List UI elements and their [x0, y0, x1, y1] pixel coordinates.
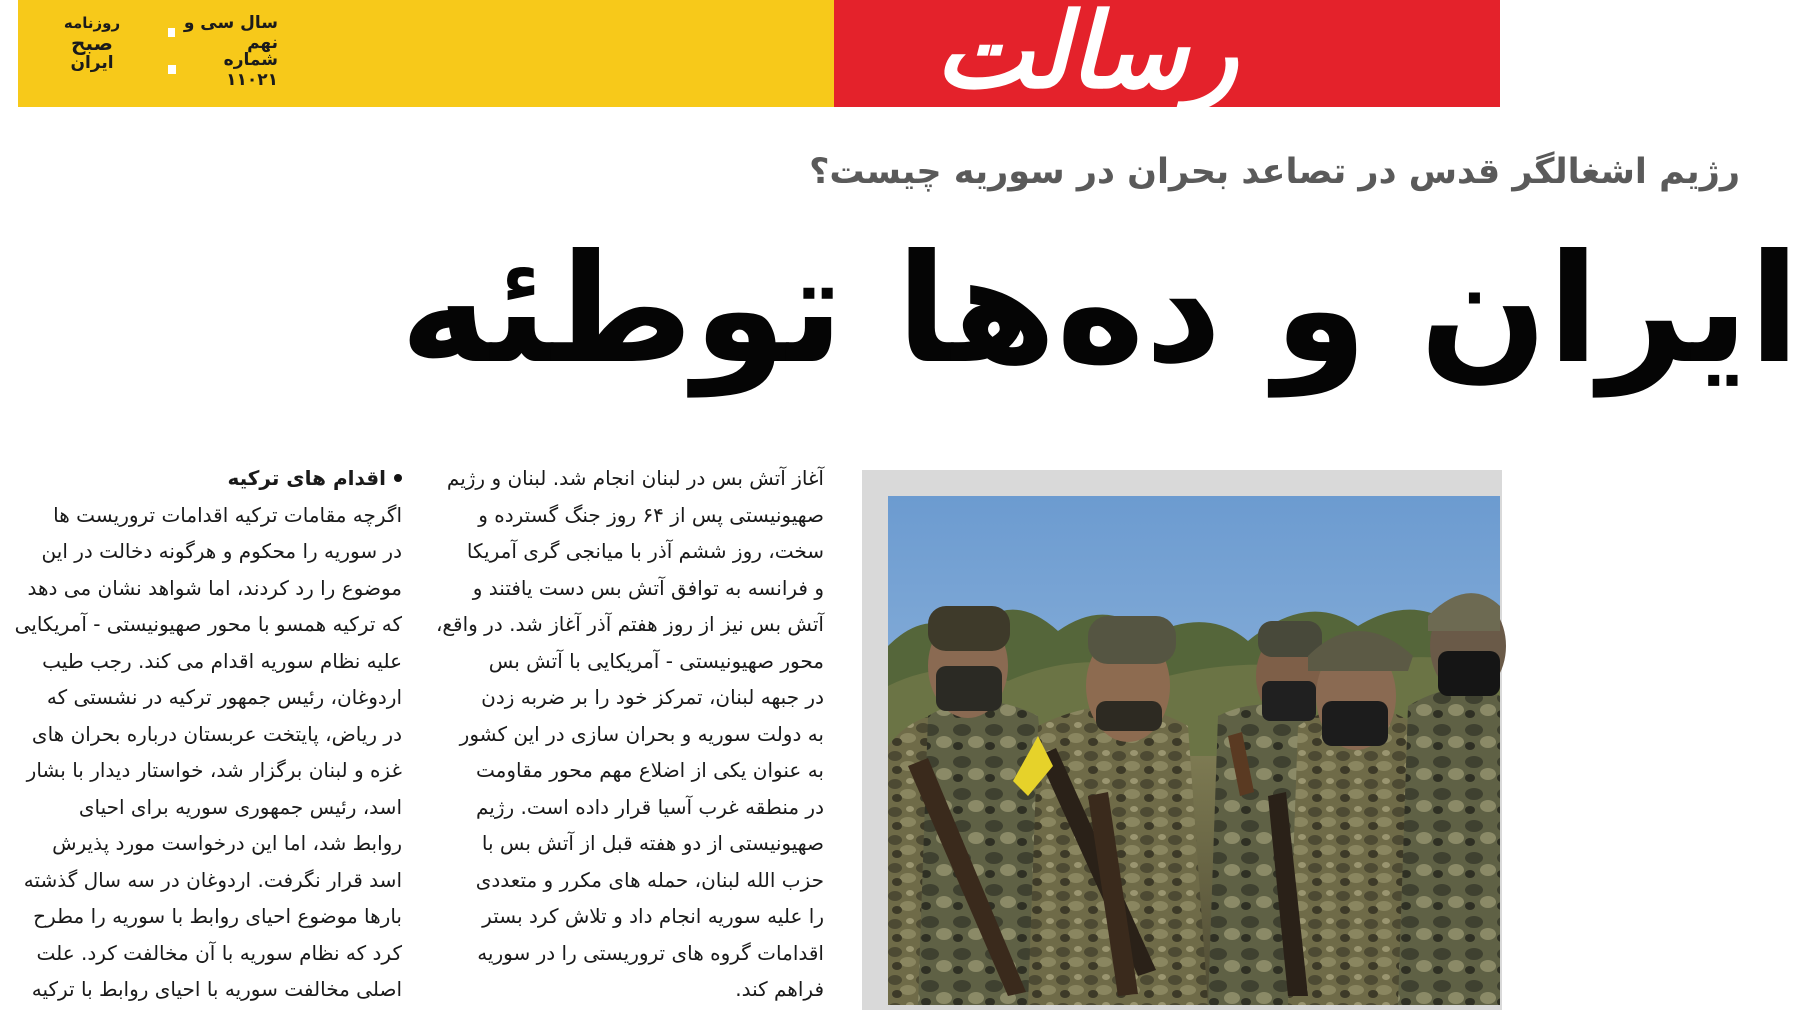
column-line: اصلی مخالفت سوریه با احیای روابط با ترکیه — [31, 977, 402, 1001]
column-line: را علیه سوریه انجام داد و تلاش کرد بستر — [482, 904, 824, 928]
meta-year-row — [168, 14, 278, 51]
column-line: به عنوان یکی از اضلاع مهم محور مقاومت — [475, 758, 824, 782]
column-line: بارها موضوع احیای روابط با سوریه را مطرح — [33, 904, 402, 928]
paper-tagline-line3: ایران — [70, 53, 114, 73]
column-line: که ترکیه همسو با محور صهیونیستی - آمریکایی — [14, 612, 402, 636]
column-line: روابط شد، اما این درخواست مورد پذیرش — [52, 831, 402, 855]
masthead-red-band — [834, 0, 1500, 112]
meta-issue-row — [168, 51, 278, 88]
section-subhead-text: اقدام های ترکیه — [227, 466, 386, 490]
masthead-yellow-band — [18, 0, 834, 107]
paper-tagline — [52, 16, 132, 72]
masthead — [18, 0, 1500, 112]
column-line: حزب الله لبنان، حمله های مکرر و متعددی — [475, 867, 824, 892]
column-line: موضوع را رد کردند، اما شواهد نشان می دهد — [27, 575, 402, 600]
column-line: در سوریه را محکوم و هرگونه دخالت در این — [41, 539, 402, 563]
article-kicker: رژیم اشغالگر قدس در تصاعد بحران در سوریه چیست؟ — [809, 152, 1740, 192]
article-column-left — [14, 460, 402, 1008]
column-line: اقدامات گروه های تروریستی را در سوریه — [477, 940, 824, 965]
bullet-dot-icon — [394, 474, 402, 482]
column-line: صهیونیستی پس از ۶۴ روز جنگ گسترده و — [478, 502, 824, 527]
news-photo-soldiers — [888, 496, 1500, 1005]
column-line: اردوغان، رئیس جمهور ترکیه در نشستی که — [46, 685, 402, 709]
column-line: کرد که نظام سوریه با آن مخالفت کرد. علت — [36, 940, 402, 965]
square-bullet-icon — [168, 28, 175, 37]
meta-year: سال سی و نهم — [183, 12, 278, 53]
article-column-middle — [435, 460, 824, 1008]
column-line: آتش بس نیز از روز هفتم آذر آغاز شد. در واقع، — [435, 612, 824, 636]
column-line: اسد قرار نگرفت. اردوغان در سه سال گذشته — [23, 867, 402, 892]
section-subhead — [20, 460, 402, 497]
column-line: در جبهه لبنان، تمرکز خود را بر ضربه زدن — [481, 685, 824, 709]
column-line: فراهم کند. — [735, 977, 824, 1001]
paper-tagline-line1: روزنامه — [63, 14, 121, 32]
square-bullet-icon — [168, 65, 176, 74]
column-line: اسد، رئیس جمهوری سوریه برای احیای — [78, 794, 402, 819]
column-line: اگرچه مقامات ترکیه اقدامات تروریست ها — [53, 502, 402, 527]
masthead-meta — [168, 14, 278, 88]
column-line: محور صهیونیستی - آمریکایی با آتش بس — [488, 648, 824, 673]
column-line: صهیونیستی از دو هفته قبل از آتش بس با — [481, 831, 824, 855]
column-line: به دولت سوریه و بحران سازی در این کشور — [459, 721, 824, 746]
column-line: در ریاض، پایتخت عربستان درباره بحران های — [31, 721, 402, 746]
column-line: در منطقه غرب آسیا قرار داده است. رژیم — [476, 794, 824, 819]
column-line: غزه و لبنان برگزار شد، خواستار دیدار با بشار — [26, 758, 402, 782]
paper-tagline-line2: صبح — [71, 31, 113, 55]
article-headline: ایران و ده‌ها توطئه — [399, 223, 1800, 397]
newspaper-logo: رسالت — [935, 0, 1238, 112]
meta-issue: شماره ۱۱۰۲۱ — [223, 49, 278, 90]
column-line: سخت، روز ششم آذر با میانجی گری آمریکا — [466, 539, 824, 563]
column-line: علیه نظام سوریه اقدام می کند. رجب طیب — [42, 648, 402, 673]
column-line: و فرانسه به توافق آتش بس دست یافتند و — [472, 575, 824, 600]
column-line: آغاز آتش بس در لبنان انجام شد. لبنان و رژیم — [446, 466, 824, 490]
